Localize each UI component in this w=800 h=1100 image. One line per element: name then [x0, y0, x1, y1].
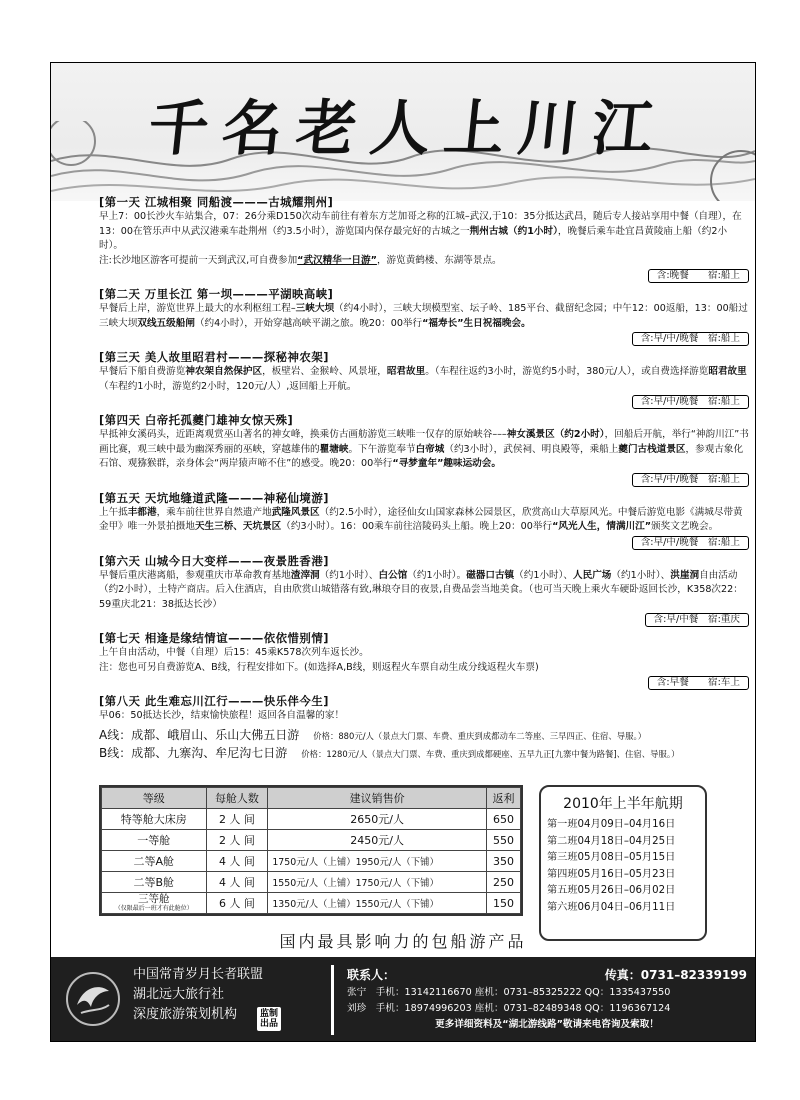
- text-segment: 丰都港: [127, 506, 157, 518]
- text-segment: 人民广场: [573, 569, 612, 581]
- text-segment: 瞿塘峡: [319, 443, 349, 455]
- suggested-price: 1550元/人（上铺）1750元/人（下铺）: [268, 872, 487, 893]
- text-segment: 上午抵: [99, 506, 128, 518]
- meal-lodging-text: 含:早餐 宿:车上: [648, 676, 749, 690]
- text-segment: 早餐后下船自费游览: [99, 366, 186, 377]
- day-heading: [第六天 山城今日大变样———夜景胜香港]: [99, 553, 329, 568]
- contact-person: 刘珍 手机：18974996203 座机：0731–82489348 QQ：1196367124: [347, 1003, 671, 1014]
- day-description: [99, 365, 749, 394]
- optional-tour-line: [99, 745, 749, 763]
- text-segment: 天生三桥、天坑景区: [194, 521, 282, 532]
- text-segment: （车程约1小时，游览约2小时，120元/人）,返回船上开航。: [99, 380, 357, 392]
- text-segment: 早抵神女溪码头，近距离观赏巫山著名的神女峰，换乘仿古画舫游览三峡唯一仅存的原始峡谷–––: [99, 429, 507, 440]
- text-segment: 神女溪景区（约2小时）: [506, 429, 605, 440]
- day-heading: [第四天 白帝托孤夔门雄神女惊天殊]: [99, 413, 294, 427]
- header-banner: [51, 63, 755, 201]
- cabin-capacity: 4 人 间: [206, 872, 268, 893]
- suggested-price: 1750元/人（上铺）1950元/人（下铺）: [268, 851, 487, 872]
- text-segment: 夔门古栈道景区: [618, 443, 686, 455]
- text-segment: 武隆风景区: [271, 506, 320, 518]
- text-segment: 渣滓洞: [290, 569, 320, 581]
- company-logo-icon: [63, 969, 123, 1029]
- day-heading: [第三天 美人故里昭君村———探秘神农架]: [99, 350, 329, 364]
- day-note: [99, 254, 749, 269]
- column-header: 等级: [102, 788, 207, 809]
- day-block: [99, 553, 749, 628]
- rebate-value: 150: [486, 893, 520, 914]
- meal-lodging-text: 含:早/中/晚餐 宿:船上: [632, 536, 749, 550]
- text-segment: ，回船后开航，举行“神韵川江”书画比赛，观三峡中最为幽深秀丽的巫峡，穿越雄伟的: [99, 429, 749, 455]
- contact-info: [347, 965, 747, 1033]
- rebate-value: 650: [486, 809, 520, 830]
- producer-stamp: [257, 1007, 281, 1031]
- column-header: 建议销售价: [268, 788, 487, 809]
- org-line: 深度旅游策划机构: [133, 1007, 238, 1022]
- day-block: [99, 412, 749, 487]
- table-row: [102, 830, 521, 851]
- schedule-title: 2010年上半年航期: [563, 796, 683, 812]
- fax-number: 传真：0731–82339199: [604, 968, 747, 982]
- text-segment: 三峡大坝: [295, 303, 335, 314]
- footer-divider: [331, 965, 334, 1035]
- text-segment: 上午自由活动，中餐（自理）后15：45乘K578次列车返长沙。: [99, 647, 369, 658]
- footer: [51, 957, 755, 1042]
- meal-lodging-box: [99, 269, 749, 283]
- text-segment: （约1小时）、: [319, 569, 379, 581]
- org-line: 湖北远大旅行社: [133, 987, 225, 1002]
- column-header: 返利: [486, 788, 520, 809]
- text-segment: （约3小时）。16：00乘车前往涪陵码头上船。晚上20：00举行: [281, 521, 553, 532]
- day-heading: [第一天 江城相聚 同船渡———古城耀荆州]: [99, 195, 334, 209]
- meal-lodging-text: 含:早/中餐 宿:重庆: [645, 613, 749, 627]
- rebate-value: 350: [486, 851, 520, 872]
- suggested-price: 2450元/人: [268, 830, 487, 851]
- contact-person: 张宁 手机：13142116670 座机：0731–85325222 QQ：1335437550: [347, 987, 671, 998]
- cabin-grade-wrap: [104, 893, 204, 913]
- meal-lodging-text: 含:早/中/晚餐 宿:船上: [632, 473, 749, 487]
- day-heading: [第五天 天坑地缝道武隆———神秘仙境游]: [99, 490, 329, 505]
- itinerary: [99, 194, 749, 763]
- day-description: [99, 646, 749, 661]
- contact-label: 联系人：: [347, 968, 396, 982]
- table-body: [102, 809, 521, 914]
- cabin-capacity: 2 人 间: [206, 830, 268, 851]
- text-segment: 。下午游览奉节: [348, 443, 416, 455]
- day-block: [99, 490, 749, 550]
- note-segment: 注:长沙地区游客可提前一天到武汉,可自费参加: [99, 254, 298, 266]
- day-block: [99, 286, 749, 346]
- text-segment: ，乘车前往世界自然遗产地: [156, 506, 272, 518]
- tour-line-price: 价格：880元/人（景点大门票、车费、重庆到成都动车二等座、三早四正、住宿、导服。）: [313, 730, 647, 741]
- text-segment: 颁奖文艺晚会。: [651, 521, 719, 532]
- schedule-item: 第二班04月18日–04月25日: [547, 835, 676, 847]
- meal-lodging-text: 含:早/中/晚餐 宿:船上: [632, 395, 749, 409]
- tour-line-price: 价格：1280元/人（景点大门票、车费、重庆到成都硬座、五早九正[九寨中餐为路餐]、住宿、导服。）: [301, 748, 680, 759]
- table-row: [102, 809, 521, 830]
- day-description: [99, 569, 749, 613]
- cabin-grade-note: （仅限最后一班才有此舱位）: [114, 905, 193, 912]
- day-description: [99, 302, 749, 331]
- text-segment: （约1小时）、: [514, 569, 574, 581]
- text-segment: ，晚餐后乘车赴宜昌黄陵庙上船（约2小时）。: [99, 225, 728, 251]
- cabin-grade: 二等A舱: [102, 851, 207, 872]
- note-segment: ，游览黄鹤楼、东湖等景点。: [376, 254, 502, 266]
- day-heading: [第二天 万里长江 第一坝———平湖映高峡]: [99, 287, 334, 301]
- cabin-capacity: 4 人 间: [206, 851, 268, 872]
- text-segment: ，板壁岩、金猴岭、风景垭，: [262, 366, 387, 377]
- org-line: 中国常青岁月长者联盟: [133, 967, 264, 982]
- day-description: [99, 506, 749, 535]
- text-segment: 神农架自然保护区: [185, 366, 263, 377]
- organizer-names: [133, 965, 263, 1025]
- cabin-grade: 二等B舱: [102, 872, 207, 893]
- cabin-grade-name: 三等舱: [138, 893, 170, 905]
- day-block: [99, 630, 749, 690]
- text-segment: 白帝城: [415, 443, 445, 455]
- text-segment: 白公馆: [378, 569, 408, 581]
- stamp-text: 出品: [260, 1019, 279, 1029]
- tour-line-name: B线：成都、九寨沟、牟尼沟七日游: [99, 745, 288, 760]
- text-segment: 双线五级船闸: [137, 317, 195, 329]
- cabin-capacity: 2 人 间: [206, 809, 268, 830]
- text-segment: （约1小时）、: [611, 569, 671, 581]
- schedule-item: 第五班05月26日–06月02日: [547, 885, 676, 896]
- day-description: [99, 210, 749, 254]
- text-segment: 洪崖洞: [670, 569, 700, 581]
- day-heading: [第八天 此生难忘川江行———快乐伴今生]: [99, 694, 329, 708]
- text-segment: 昭君故里: [386, 366, 426, 377]
- text-segment: 自由活动（约2小时），土特产商店。后入住酒店，自由欣赏山城错落有致,琳琅夺目的夜景,自费品尝当地美食。（也可当天晚上乘火车硬卧返回长沙，K358次22：59重庆北21：38抵达长沙）: [99, 569, 743, 610]
- price-table: [99, 785, 523, 916]
- meal-lodging-box: [99, 613, 749, 627]
- day-block: [99, 349, 749, 409]
- meal-lodging-box: [99, 395, 749, 409]
- day-heading: [第七天 相逢是缘结情谊———依依惜别情]: [99, 631, 329, 645]
- sailing-schedule: [539, 785, 707, 941]
- text-segment: 早上7：00长沙火车站集合，07：26分乘D150次动车前往有着东方芝加哥之称的江城–武汉,于10：35分抵达武昌，随后专人接站享用中餐（自理），在13：00在管乐声中从武汉港乘车赴荆州（约3.5小时），游览国内保存最完好的古城之一: [99, 211, 742, 237]
- day-description: [99, 709, 749, 724]
- suggested-price: 2650元/人: [268, 809, 487, 830]
- table-row: [102, 851, 521, 872]
- text-segment: 荆州古城（约1小时）: [469, 225, 558, 237]
- meal-lodging-box: [99, 473, 749, 487]
- tour-line-name: A线：成都、峨眉山、乐山大佛五日游: [99, 727, 300, 742]
- text-segment: 早餐后重庆港离船，参观重庆市革命教育基地: [99, 569, 291, 581]
- text-segment: 磁器口古镇: [466, 569, 515, 581]
- day-note: [99, 661, 749, 676]
- cabin-grade: [102, 893, 207, 914]
- text-segment: （约4小时），开始穿越高峡平湖之旅。晚20：00举行: [194, 317, 423, 329]
- rebate-value: 550: [486, 830, 520, 851]
- day-block: [99, 693, 749, 724]
- meal-lodging-box: [99, 332, 749, 346]
- cabin-grade: 特等舱大床房: [102, 809, 207, 830]
- table-row: [102, 872, 521, 893]
- text-segment: 。（车程往返约3小时，游览约5小时，380元/人），或自费选择游览: [425, 366, 709, 377]
- day-description: [99, 428, 749, 472]
- optional-tour-line: [99, 727, 749, 745]
- text-segment: 昭君故里: [708, 366, 747, 377]
- day-block: [99, 194, 749, 283]
- cabin-capacity: 6 人 间: [206, 893, 268, 914]
- suggested-price: 1350元/人（上铺）1550元/人（下铺）: [268, 893, 487, 914]
- schedule-item: 第一班04月09日–04月16日: [547, 819, 676, 830]
- text-segment: “福寿长”生日祝福晚会。: [422, 317, 531, 329]
- more-info-note: 更多详细资料及“湖北游线路”敬请来电咨询及索取！: [435, 1019, 659, 1030]
- schedule-item: 第四班05月16日–05月23日: [547, 868, 676, 880]
- text-segment: 早06：50抵达长沙，结束愉快旅程！返回各自温馨的家！: [99, 710, 345, 721]
- note-segment: 注：您也可另自费游览A、B线，行程安排如下。(如选择A,B线，则返程火车票自动生成分线返程火车票): [99, 661, 539, 673]
- rebate-value: 250: [486, 872, 520, 893]
- text-segment: “寻梦童年”趣味运动会。: [392, 458, 501, 469]
- table-row: [102, 893, 521, 914]
- text-segment: （约3小时），武侯祠、明良殿等，乘船上: [444, 443, 619, 455]
- page-title: 千名老人上川江: [144, 94, 671, 164]
- stamp-text: 监制: [260, 1009, 279, 1019]
- note-segment: “武汉精华一日游”: [297, 254, 377, 266]
- schedule-item: 第六班06月04日–06月11日: [547, 901, 676, 913]
- text-segment: （约4小时），三峡大坝模型室、坛子岭、185平台、截留纪念园；中午12：00返船，13：00船过三峡大坝: [99, 303, 748, 329]
- table-header-row: [102, 788, 521, 809]
- text-segment: （约1小时）。: [407, 569, 467, 581]
- poster: [50, 62, 756, 1042]
- cabin-grade: 一等舱: [102, 830, 207, 851]
- schedule-item: 第三班05月08日–05月15日: [547, 852, 676, 863]
- text-segment: “风光人生，情满川江”: [552, 521, 652, 532]
- text-segment: ，参观古象化石馆、观猕猴群，亲身体会“两岸猿声啼不住”的感受。晚20：00举行: [99, 443, 744, 469]
- meal-lodging-text: 含:晚餐 宿:船上: [648, 269, 749, 283]
- text-segment: （约2.5小时），途径仙女山国家森林公园景区，欣赏高山大草原风光。中餐后游览电影《满城尽带黄金甲》唯一外景拍摄地: [99, 506, 743, 532]
- meal-lodging-text: 含:早/中/晚餐 宿:船上: [632, 332, 749, 346]
- meal-lodging-box: [99, 676, 749, 690]
- column-header: 每舱人数: [206, 788, 268, 809]
- text-segment: 早餐后上岸，游览世界上最大的水利枢纽工程–: [99, 303, 296, 314]
- slogan: 国内最具影响力的包船游产品: [279, 932, 527, 951]
- meal-lodging-box: [99, 536, 749, 550]
